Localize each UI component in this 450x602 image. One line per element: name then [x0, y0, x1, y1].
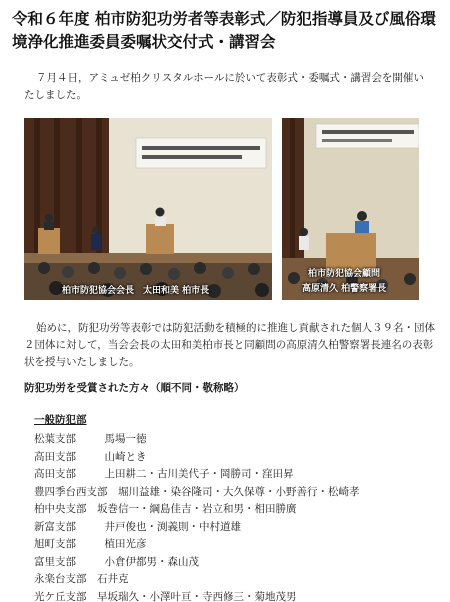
list-item — [34, 466, 434, 484]
section-heading: 防犯功労を受賞された方々（順不同・敬称略） — [24, 382, 245, 394]
branch-name: 高田支部 — [34, 450, 76, 463]
list-item — [34, 501, 434, 519]
awardee-names: 上田耕二・古川美代子・岡勝司・窪田昇 — [104, 468, 294, 480]
awardee-names: 堀川益雄・染谷隆司・大久保尊・小野善行・松崎孝 — [118, 485, 360, 498]
awardee-names: 馬場一徳 — [104, 433, 147, 445]
awardee-names: 早坂瑞久・小澤叶亘・寺西修三・菊地茂男 — [97, 590, 297, 602]
branch-name: 永楽台支部 — [34, 573, 87, 585]
photo-caption-right-title: 柏市防犯協会顧問 — [308, 269, 381, 279]
awardee-names: 山崎とき — [104, 450, 147, 463]
photo-caption-right-name: 高原清久 柏警察署長 — [302, 284, 387, 294]
awardee-names: 小倉伊都男・森山茂 — [104, 555, 199, 568]
ceremony-photo-left — [24, 118, 272, 300]
awardee-names: 植田光彦 — [104, 538, 147, 550]
list-item — [34, 536, 434, 554]
awardee-list — [34, 431, 434, 602]
branch-name: 富里支部 — [34, 555, 76, 568]
awardee-names: 坂巻信一・綱島佳吉・岩立和男・相田勝廣 — [97, 503, 297, 515]
branch-name: 松葉支部 — [34, 433, 76, 445]
branch-name: 豊四季台西支部 — [34, 485, 108, 498]
branch-name: 柏中央支部 — [34, 503, 87, 515]
category-heading: 一般防犯部 — [34, 414, 87, 426]
list-item — [34, 431, 434, 449]
intro-paragraph: ７月４日，アミュゼ柏クリスタルホールに於いて表彰式・委嘱式・講習会を開催いたしました。 — [24, 72, 424, 101]
list-item — [34, 519, 434, 537]
awardee-names: 井戸俊也・渕義則・中村道雄 — [104, 520, 241, 533]
photo-caption-left: 柏市防犯協会会長 太田和美 柏市長 — [62, 286, 210, 296]
branch-name: 旭町支部 — [34, 538, 76, 550]
branch-name: 高田支部 — [34, 468, 76, 480]
list-item — [34, 589, 434, 602]
branch-name: 新富支部 — [34, 520, 76, 533]
list-item — [34, 554, 434, 572]
list-item — [34, 449, 434, 467]
list-item — [34, 484, 434, 502]
body-paragraph: 始めに，防犯功労等表彰では防犯活動を積極的に推進し貢献された個人３９名・団体２団体に対して，当会会長の太田和美柏市長と同顧問の高原清久柏警察署長連名の表彰状を授与いたしました。 — [24, 322, 435, 368]
list-item — [34, 571, 434, 589]
branch-name: 光ケ丘支部 — [34, 590, 87, 602]
awardee-names: 石井克 — [97, 573, 129, 585]
page-title: 令和６年度 柏市防犯功労者等表彰式／防犯指導員及び風俗環境浄化推進委員委嘱状交付式・講習会 — [12, 10, 436, 51]
